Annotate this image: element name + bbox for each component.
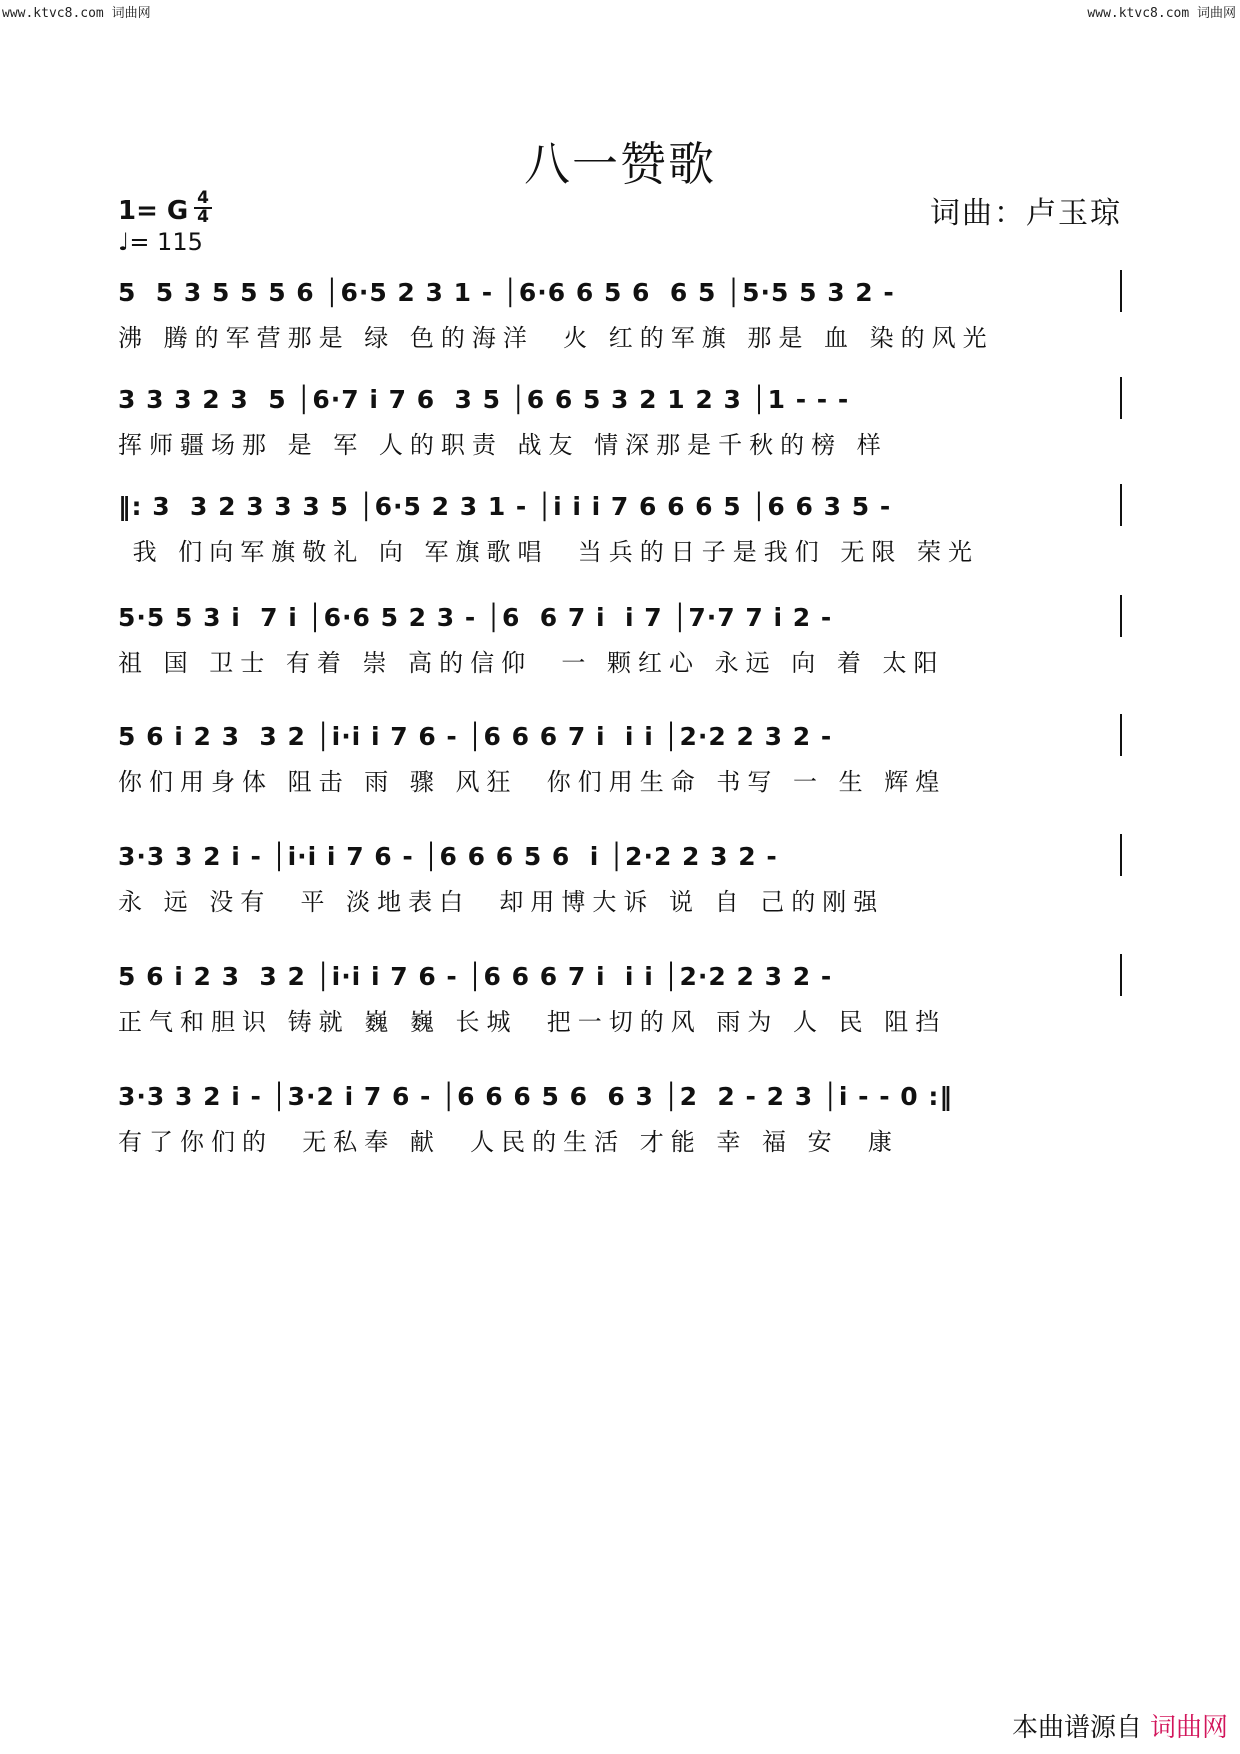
notes-line-6: 3·3 3 2 i - │i·i i 7 6 - │6 6 6 5 6 i │2·2 2 3 2 - — [118, 842, 778, 871]
time-signature-bottom: 4 — [197, 207, 209, 227]
lyrics-line-5: 你们用身体 阻击 雨 骤 风狂 你们用生命 书写 一 生 辉煌 — [118, 768, 947, 796]
lyrics-line-4: 祖 国 卫士 有着 崇 高的信仰 一 颗红心 永远 向 着 太阳 — [118, 649, 945, 677]
watermark-right: www.ktvc8.com 词曲网 — [1087, 6, 1236, 21]
time-signature-top: 4 — [197, 188, 209, 208]
footer-brand-link[interactable]: 词曲网 — [1149, 1713, 1228, 1743]
barline — [1120, 954, 1122, 996]
lyrics-line-6: 永 远 没有 平 淡地表白 却用博大诉 说 自 己的刚强 — [118, 888, 885, 916]
notes-line-4: 5·5 5 3 i 7 i │6·6 5 2 3 - │6 6 7 i i 7 │7·7 7 i 2 - — [118, 603, 833, 632]
key-signature: 1= G — [118, 196, 189, 226]
lyrics-line-3: 我 们向军旗敬礼 向 军旗歌唱 当兵的日子是我们 无限 荣光 — [118, 538, 980, 566]
watermark-left: www.ktvc8.com 词曲网 — [2, 6, 151, 21]
lyrics-line-8: 有了你们的 无私奉 献 人民的生活 才能 幸 福 安 康 — [118, 1128, 899, 1156]
barline — [1120, 595, 1122, 637]
footer-source — [1012, 1707, 1228, 1744]
lyrics-line-1: 沸 腾的军营那是 绿 色的海洋 火 红的军旗 那是 血 染的风光 — [118, 324, 994, 352]
page-title: 八一赞歌 — [524, 137, 716, 191]
tempo-marking: ♩= 115 — [118, 228, 203, 256]
time-signature — [192, 190, 214, 226]
barline — [1120, 270, 1122, 312]
lyrics-line-2: 挥师疆场那 是 军 人的职责 战友 情深那是千秋的榜 样 — [118, 431, 888, 459]
notes-line-7: 5 6 i 2 3 3 2 │i·i i 7 6 - │6 6 6 7 i i i │2·2 2 3 2 - — [118, 962, 833, 991]
barline — [1120, 377, 1122, 419]
notes-line-1: 5 5 3 5 5 5 6 │6·5 2 3 1 - │6·6 6 5 6 6 5 │5·5 5 3 2 - — [118, 278, 895, 307]
notes-line-5: 5 6 i 2 3 3 2 │i·i i 7 6 - │6 6 6 7 i i i │2·2 2 3 2 - — [118, 722, 833, 751]
notes-line-2: 3 3 3 2 3 5 │6·7 i 7 6 3 5 │6 6 5 3 2 1 2 3 │1 - - - — [118, 385, 850, 414]
notes-line-8: 3·3 3 2 i - │3·2 i 7 6 - │6 6 6 5 6 6 3 │2 2 - 2 3 │i - - 0 :‖ — [118, 1082, 953, 1111]
footer-label: 本曲谱源自 — [1011, 1713, 1142, 1743]
lyrics-line-7: 正气和胆识 铸就 巍 巍 长城 把一切的风 雨为 人 民 阻挡 — [118, 1008, 947, 1036]
barline — [1120, 834, 1122, 876]
barline — [1120, 714, 1122, 756]
barline — [1120, 484, 1122, 526]
notes-line-3: ‖: 3 3 2 3 3 3 5 │6·5 2 3 1 - │i i i 7 6 6 6 5 │6 6 3 5 - — [118, 492, 892, 521]
author-credit: 词曲：卢玉琼 — [930, 196, 1122, 231]
